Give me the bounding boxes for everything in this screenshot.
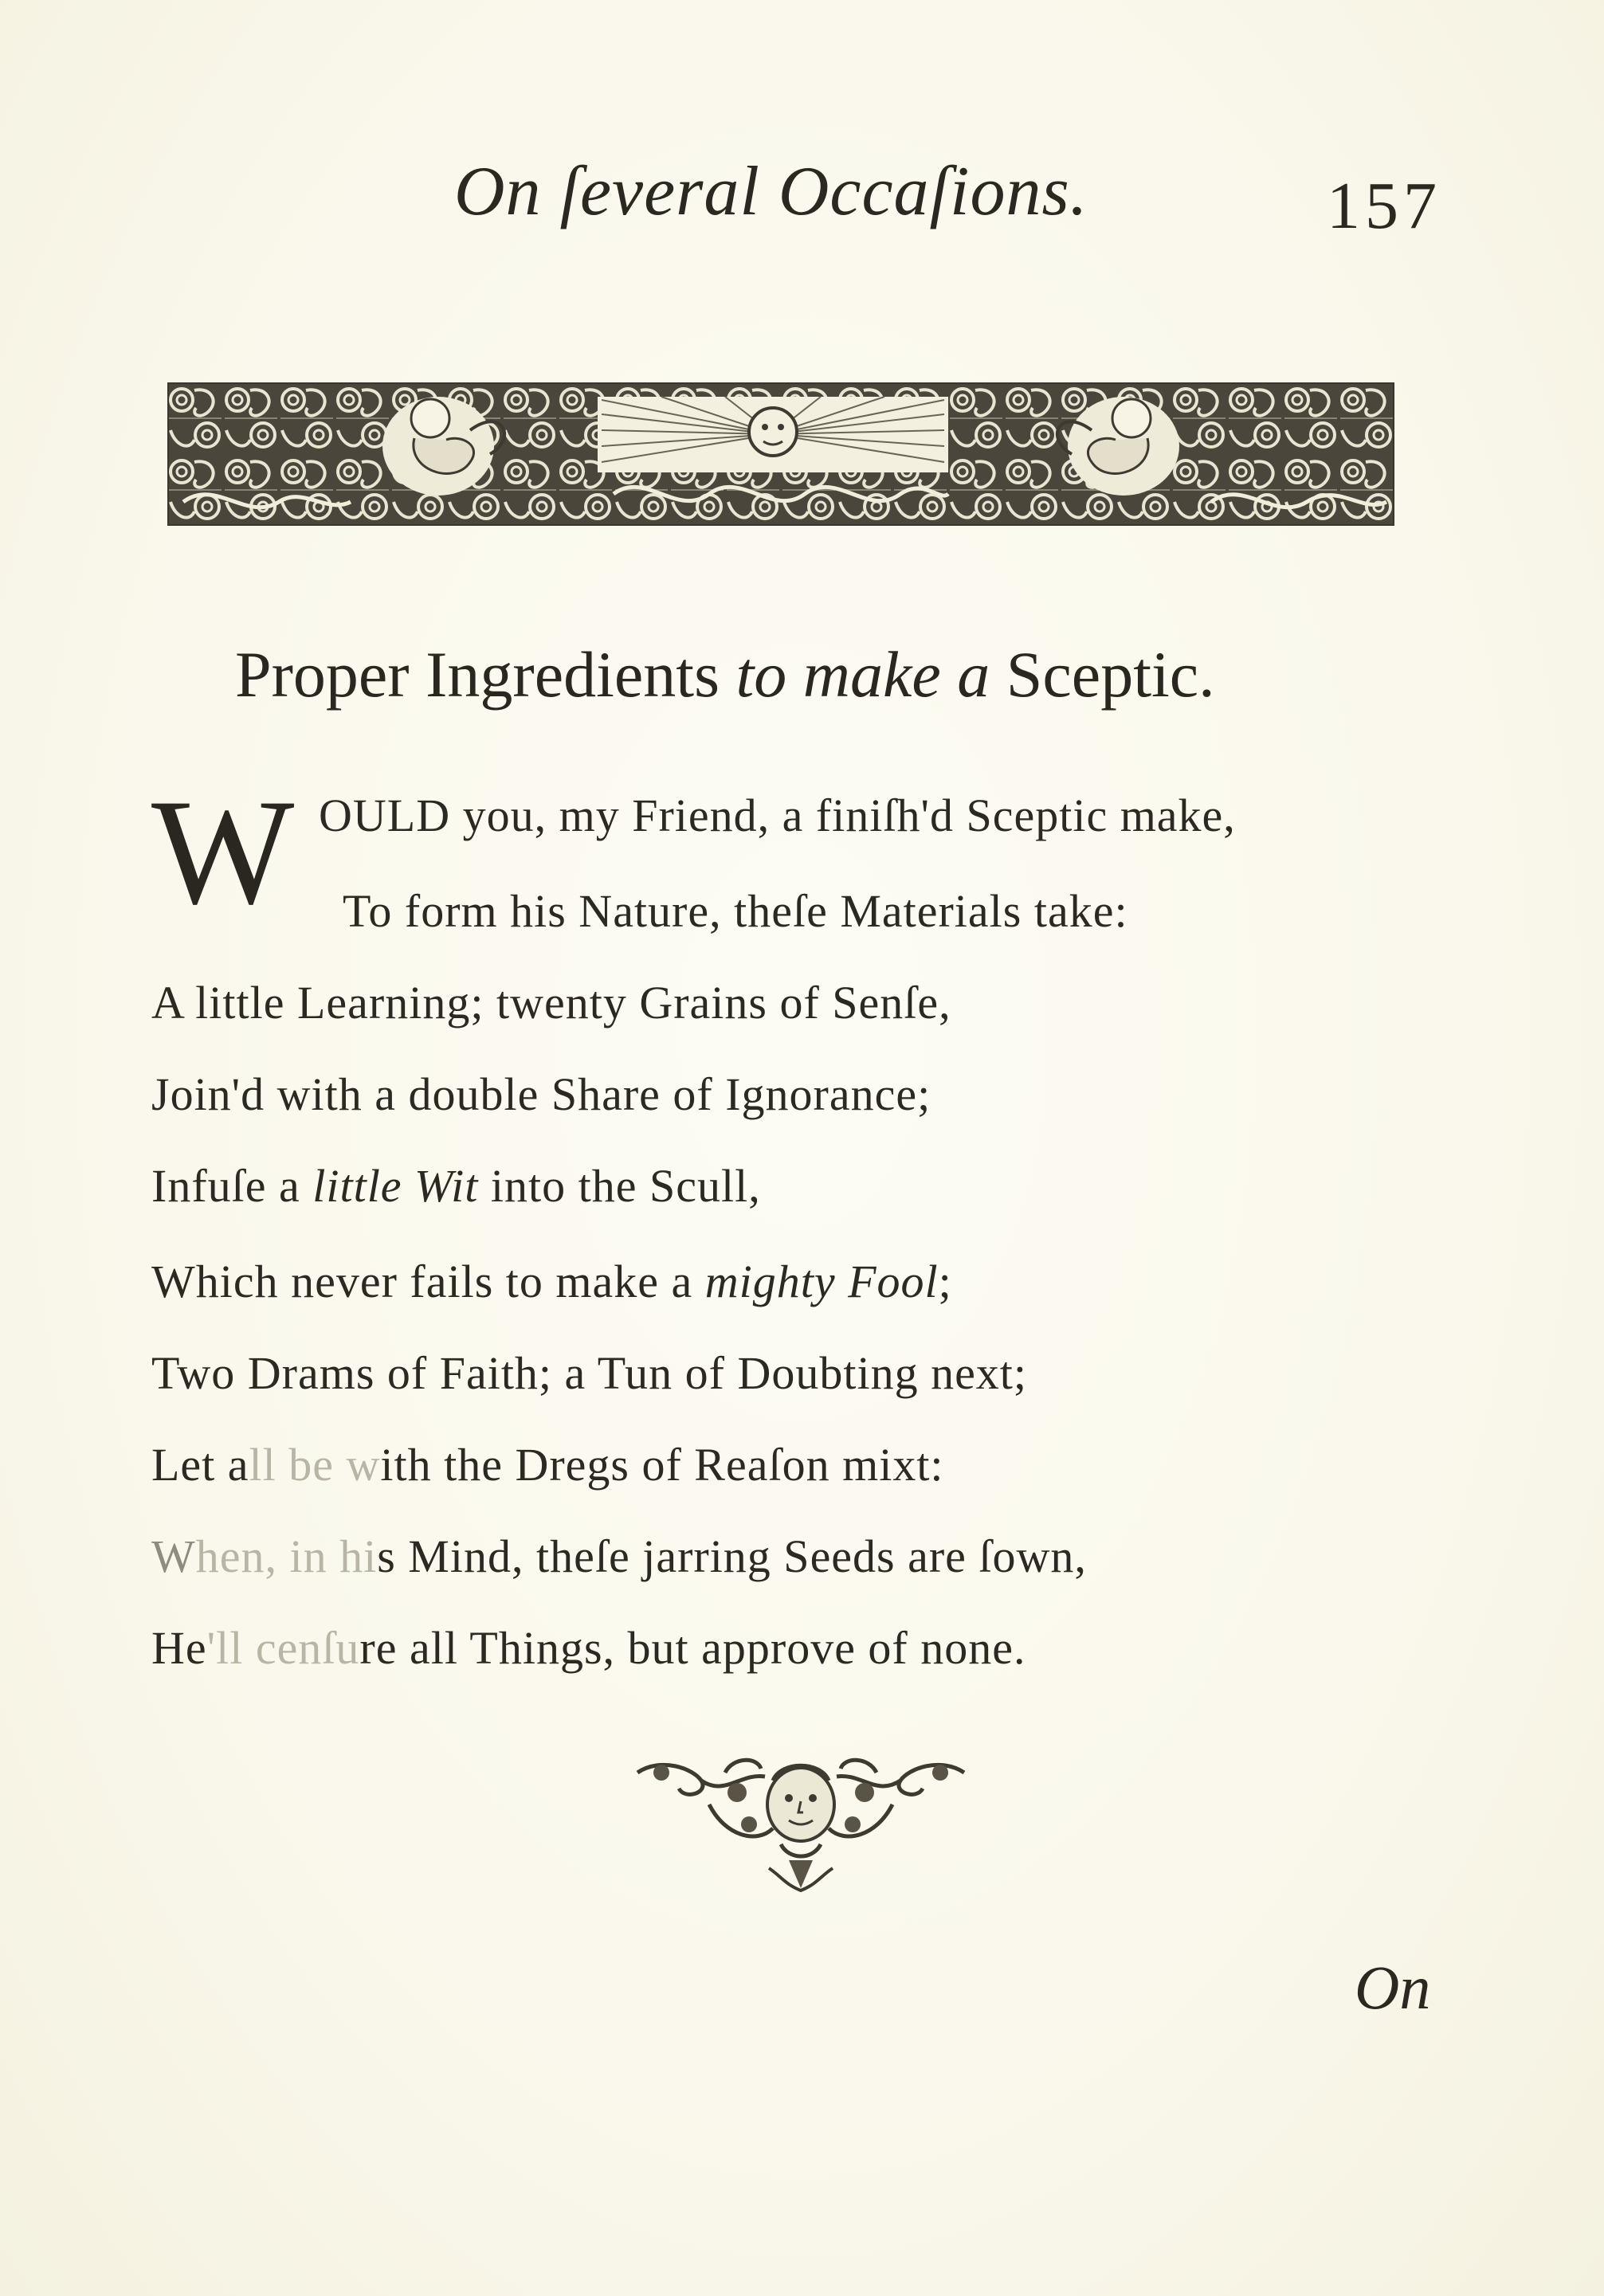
verse-segment: 'll cenſu: [206, 1622, 360, 1674]
verse-segment: Which never fails to make a: [151, 1256, 705, 1307]
verse-line: [151, 1068, 931, 1121]
verse-segment: Infuſe a: [151, 1160, 313, 1212]
verse-segment: little Wit: [312, 1160, 479, 1212]
poem-title: [235, 637, 1215, 712]
verse-segment: into the Scull,: [478, 1160, 761, 1212]
verse-segment: re all Things, but approve of none.: [359, 1622, 1026, 1674]
title-part-2: to make a: [735, 638, 990, 711]
verse-line: [151, 1159, 761, 1213]
headpiece-ornament: [167, 382, 1394, 526]
verse-segment: To form his Nature, theſe Materials take:: [343, 885, 1128, 937]
verse-line: [343, 884, 1128, 938]
verse-segment: OULD you, my Friend, a finiſh'd Sceptic make,: [319, 789, 1236, 841]
page-number: 157: [1327, 169, 1441, 243]
verse-line: [151, 1621, 1026, 1675]
verse-segment: A little Learning; twenty Grains of Senſe,: [151, 977, 951, 1028]
verse-line: [319, 789, 1236, 842]
verse-line: [151, 1438, 944, 1491]
tailpiece-ornament: [629, 1749, 972, 1896]
verse-segment: He: [151, 1622, 207, 1674]
verse-line: [151, 1346, 1027, 1400]
running-head: On ſeveral Occaſions.: [454, 153, 1088, 230]
catchword: On: [1355, 1953, 1431, 2022]
verse-segment: hen, in hi: [195, 1530, 378, 1582]
verse-segment: Join'd with a double Share of Ignorance;: [151, 1068, 931, 1120]
drop-cap: W: [151, 769, 295, 936]
verse-segment: Two Drams of Faith; a Tun of Doubting next;: [151, 1347, 1028, 1399]
verse-segment: ll be w: [249, 1439, 381, 1491]
title-part-3: Sceptic.: [990, 638, 1215, 711]
verse-segment: mighty Fool: [704, 1256, 939, 1307]
verse-line: [151, 1530, 1087, 1583]
verse-segment: ith the Dregs of Reaſon mixt:: [380, 1439, 944, 1491]
title-part-1: Proper Ingredients: [235, 638, 736, 711]
verse-line: [151, 1255, 952, 1308]
verse-segment: Let a: [151, 1439, 249, 1491]
verse-line: [151, 976, 951, 1029]
verse-segment: W: [151, 1530, 196, 1582]
verse-segment: ;: [938, 1256, 952, 1307]
verse-segment: s Mind, theſe jarring Seeds are ſown,: [377, 1530, 1087, 1582]
